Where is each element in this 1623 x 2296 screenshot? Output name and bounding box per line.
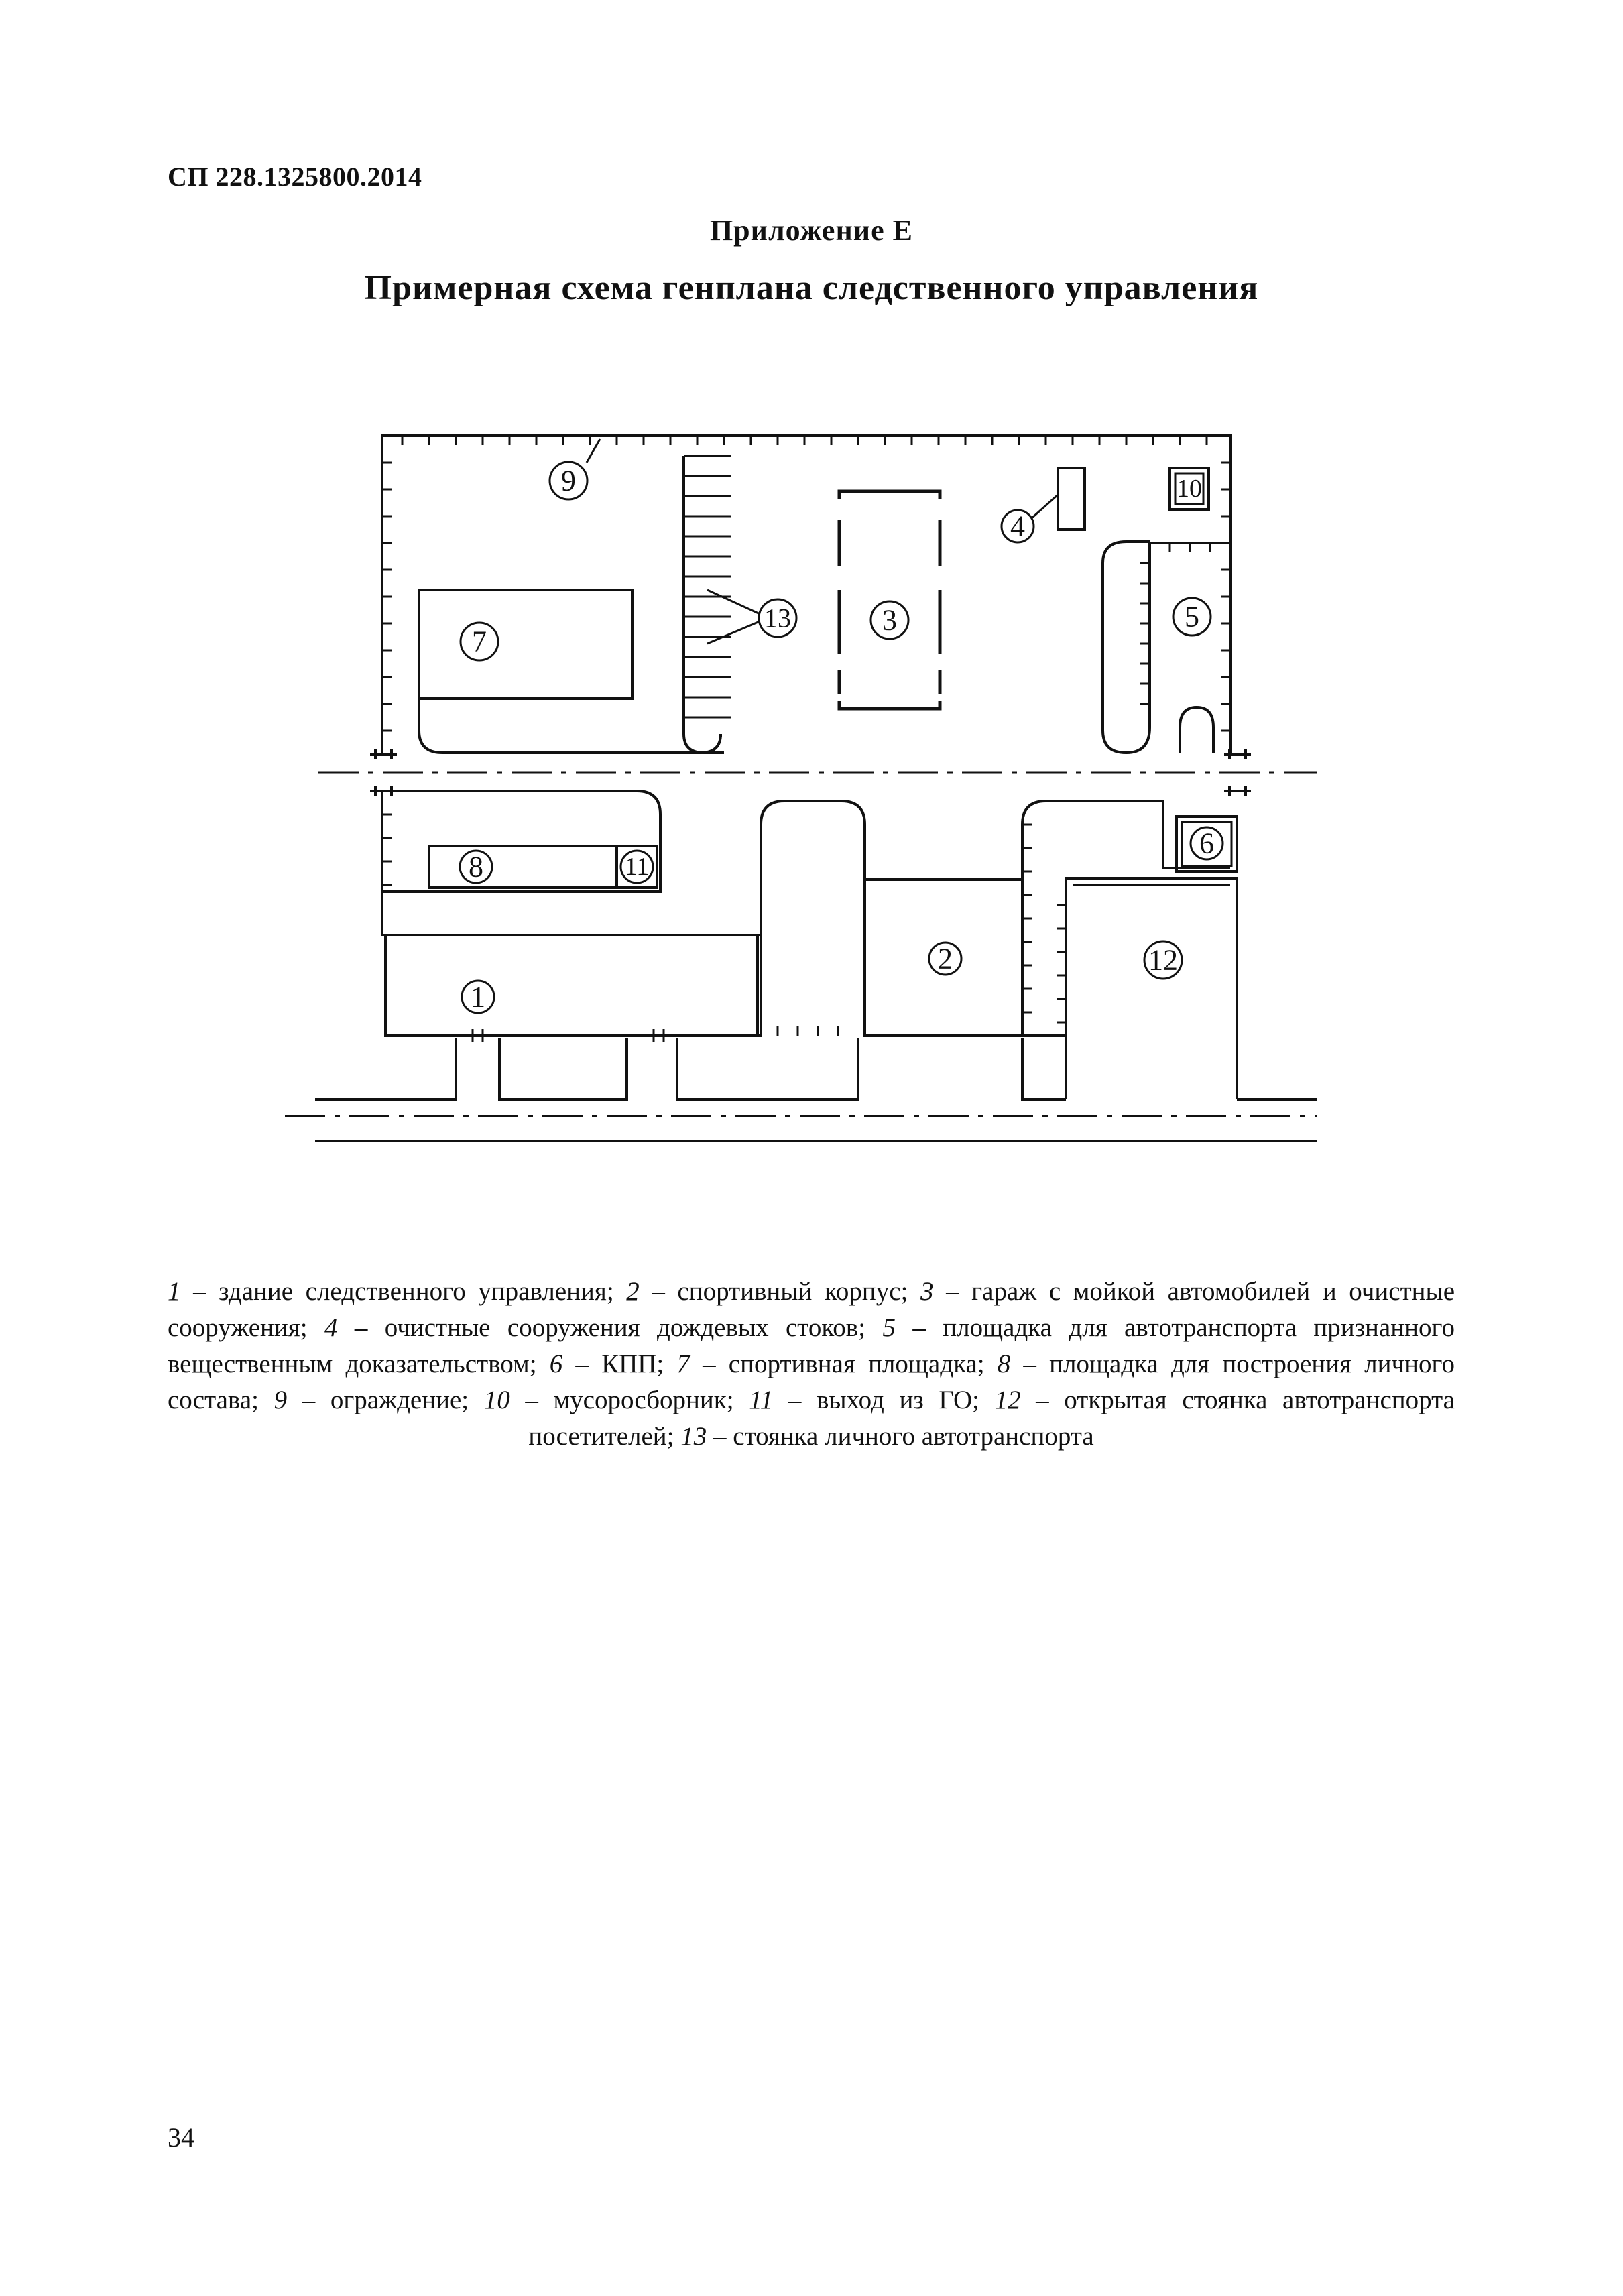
legend-item-1: 1 – здание следственного управления; [168, 1277, 627, 1306]
page-title: Примерная схема генплана следственного управления [364, 269, 1259, 307]
parking-stalls [684, 456, 731, 717]
east-south-ticks [1022, 825, 1032, 1012]
driveway-west [419, 699, 721, 753]
appendix-heading: Приложение Е [709, 214, 914, 247]
label-6: 6 [1199, 827, 1214, 860]
legend [168, 1274, 1455, 1455]
label-12: 12 [1148, 943, 1178, 977]
label-2: 2 [938, 942, 953, 975]
visitor-parking-ticks [1057, 905, 1066, 1022]
legend-item-13: 13 – стоянка личного автотранспорта [680, 1422, 1094, 1451]
label-1: 1 [471, 980, 485, 1014]
label-7: 7 [472, 625, 487, 658]
page-number: 34 [168, 2122, 194, 2153]
legend-item-3: 3 – гараж с мойкой автомобилей и очистные сооружения; [168, 1277, 1455, 1342]
driveway-center [761, 801, 865, 1036]
legend-item-11: 11 – выход из ГО; [749, 1386, 995, 1414]
label-9: 9 [561, 464, 576, 497]
label-13: 13 [764, 603, 791, 633]
center-ticks [778, 1026, 838, 1036]
garage-corners [839, 491, 940, 709]
rainwater-treatment [1058, 468, 1085, 530]
legend-item-6: 6 – КПП; [549, 1349, 677, 1378]
fence-ticks-left [382, 463, 392, 731]
label-5: 5 [1185, 600, 1199, 633]
fence-ticks-top [402, 436, 1207, 445]
leader-4 [1032, 495, 1058, 518]
staff-parking [684, 456, 724, 753]
label-3: 3 [882, 603, 897, 637]
legend-item-4: 4 – очистные сооружения дождевых стоков; [324, 1313, 883, 1342]
driveway-east-stub [1180, 707, 1213, 753]
legend-item-5: 5 – площадка для автотранспорта признанного вещественным доказательством; [168, 1313, 1455, 1378]
driveway-east [1103, 542, 1150, 753]
leader-9 [587, 439, 600, 463]
document-code: СП 228.1325800.2014 [168, 162, 422, 192]
investigative-building [385, 935, 761, 1036]
legend-item-12: 12 – открытая стоянка автотранспорта посетителей; [528, 1386, 1455, 1451]
legend-item-9: 9 – ограждение; [274, 1386, 484, 1414]
visitor-parking [1066, 878, 1237, 1099]
south-site-outline [382, 791, 758, 1036]
south-fence-ticks [382, 814, 392, 885]
legend-item-10: 10 – мусоросборник; [483, 1386, 749, 1414]
driveway-south-west [382, 791, 660, 892]
fence-ticks-right [1221, 463, 1231, 731]
legend-item-7: 7 – спортивная площадка; [676, 1349, 998, 1378]
legend-item-2: 2 – спортивный корпус; [626, 1277, 920, 1306]
label-10: 10 [1177, 475, 1202, 503]
label-8: 8 [469, 850, 483, 884]
label-4: 4 [1010, 509, 1025, 543]
street-frontage [315, 1038, 1317, 1099]
sports-ground [419, 590, 632, 699]
label-11: 11 [624, 853, 650, 881]
legend-item-8: 8 – площадка для построения личного состава; [168, 1349, 1455, 1414]
